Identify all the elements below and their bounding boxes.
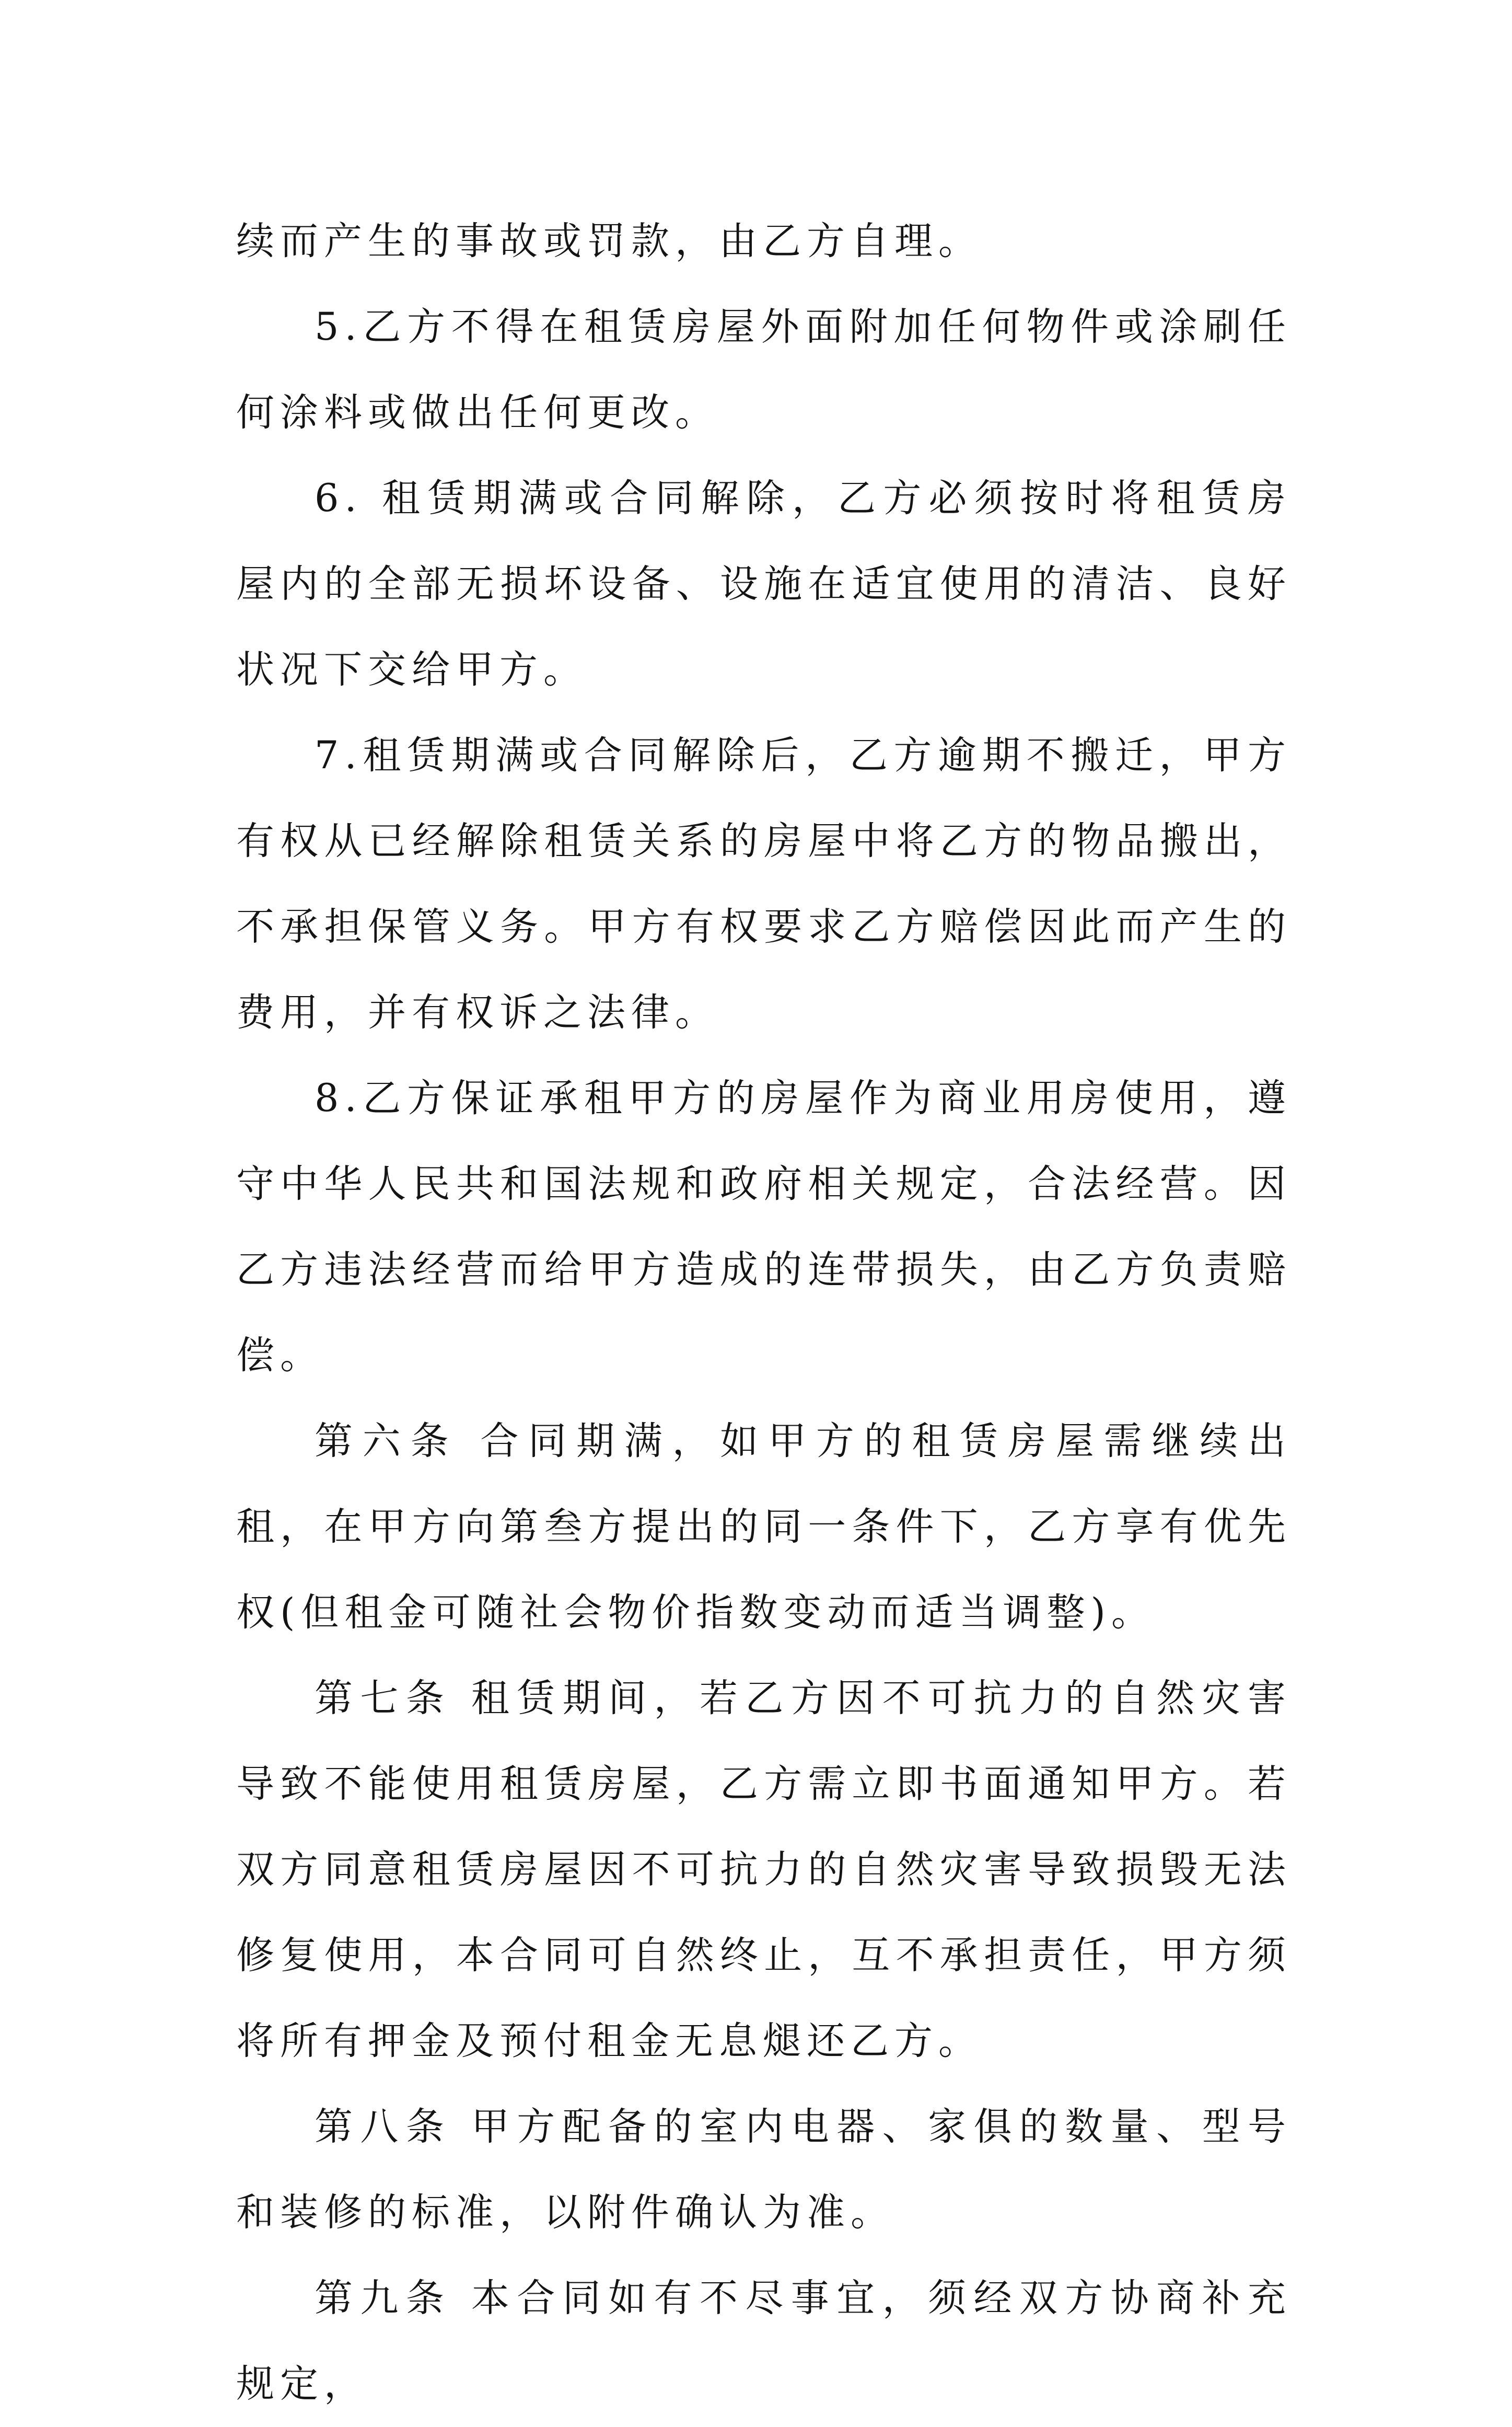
document-body [236, 199, 1292, 2427]
paragraph-article-8: 第八条 甲方配备的室内电器、家俱的数量、型号和装修的标准，以附件确认为准。 [236, 2105, 1292, 2235]
paragraph-article-6: 第六条 合同期满，如甲方的租赁房屋需继续出租，在甲方向第叁方提出的同一条件下，乙方享有优先权(但租金可随社会物价指数变动而适当调整)。 [236, 1419, 1292, 1635]
paragraph-clause-5: 5.乙方不得在租赁房屋外面附加任何物件或涂刷任何涂料或做出任何更改。 [236, 305, 1292, 435]
paragraph-clause-8: 8.乙方保证承租甲方的房屋作为商业用房使用，遵守中华人民共和国法规和政府相关规定，合法经营。因乙方违法经营而给甲方造成的连带损失，由乙方负责赔偿。 [236, 1076, 1292, 1378]
paragraph-article-7: 第七条 租赁期间，若乙方因不可抗力的自然灾害导致不能使用租赁房屋，乙方需立即书面通知甲方。若双方同意租赁房屋因不可抗力的自然灾害导致损毁无法修复使用，本合同可自然终止，互不承担责任，甲方须将所有押金及预付租金无息煺还乙方。 [236, 1676, 1292, 2063]
paragraph-clause-7: 7.租赁期满或合同解除后，乙方逾期不搬迁，甲方有权从已经解除租赁关系的房屋中将乙方的物品搬出，不承担保管义务。甲方有权要求乙方赔偿因此而产生的费用，并有权诉之法律。 [236, 733, 1292, 1035]
paragraph-article-9: 第九条 本合同如有不尽事宜，须经双方协商补充规定， [236, 2276, 1292, 2406]
paragraph-clause-6: 6. 租赁期满或合同解除，乙方必须按时将租赁房屋内的全部无损坏设备、设施在适宜使用的清洁、良好状况下交给甲方。 [236, 476, 1292, 692]
paragraph-continuation: 续而产生的事故或罚款，由乙方自理。 [236, 219, 982, 263]
